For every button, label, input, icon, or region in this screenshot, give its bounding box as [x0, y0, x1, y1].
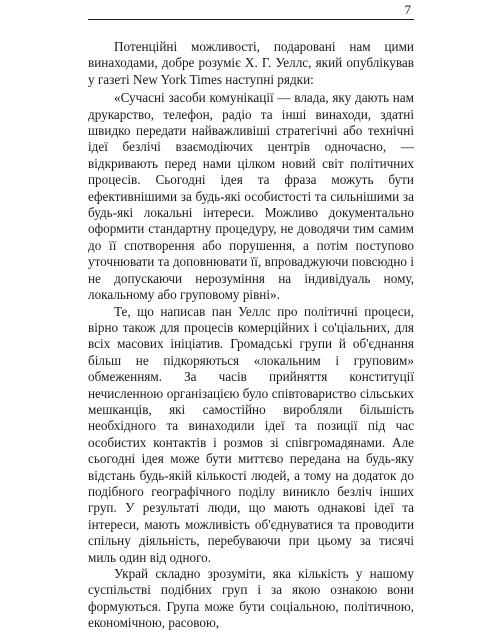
- body-text: [88, 39, 414, 632]
- paragraph-groups: Украй складно зрозуміти, яка кількість у нашому суспільстві подібних груп і за якою ознакою вони формуються. Група може бути соціальною, політичною, економічною, расовою,: [88, 566, 414, 631]
- page-number: 7: [404, 2, 411, 17]
- paragraph-intro: Потенційні можливості, подаровані нам цими винаходами, добре розуміє Х. Г. Уеллс, який опублікував у газеті New York Times наступні рядки:: [88, 39, 414, 87]
- header-rule: [88, 19, 414, 20]
- paragraph-quote: «Сучасні засоби комунікації — влада, яку дають нам друкарство, телефон, радіо та інші винаходи, здатні швидко передати найважливіші стратегічні або технічні ідеї безлічі взаємодіючих центрів одночасно, — відкривають перед нами цілком новий світ політичних процесів. Сьогодні ідея та фраза можуть бути ефективнішими за будь-які особистості та сильнішими за будь-які локальні інтереси. Можливо документально оформити стандартну процедуру, не доводячи тим самим до її спотворення або порушення, а потім поступово уточнювати та доповнювати її, впроваджуючи повсюдно і не допускаючи нерозуміння на індивідуаль ному, локальному або груповому рівні».: [88, 90, 414, 303]
- paragraph-commentary: Те, що написав пан Уеллс про політичні процеси, вірно також для процесів комерційних і со'ціальних, для всіх масових ініціатив. Громадські групи й об'єднання більш не підкоряються «локальним і груповим» обмеженням. За часів прийняття конституції нечисленною організацією було співтовариство сільських мешканців, які самостійно виробляли більшість необхідного та винаходили ідеї та позиції під час особистих контактів і розмов зі співгромадянами. Але сьогодні ідея може бути миттєво передана на будь-яку відстань будь-якій кількості людей, а тому на додаток до подібного географічного поділу виникло безліч інших груп. У результаті люди, що мають однакові ідеї та інтереси, мають можливість об'єднуватися та проводити спільну діяльність, перебуваючи при цьому за тисячі миль один від одного.: [88, 303, 414, 565]
